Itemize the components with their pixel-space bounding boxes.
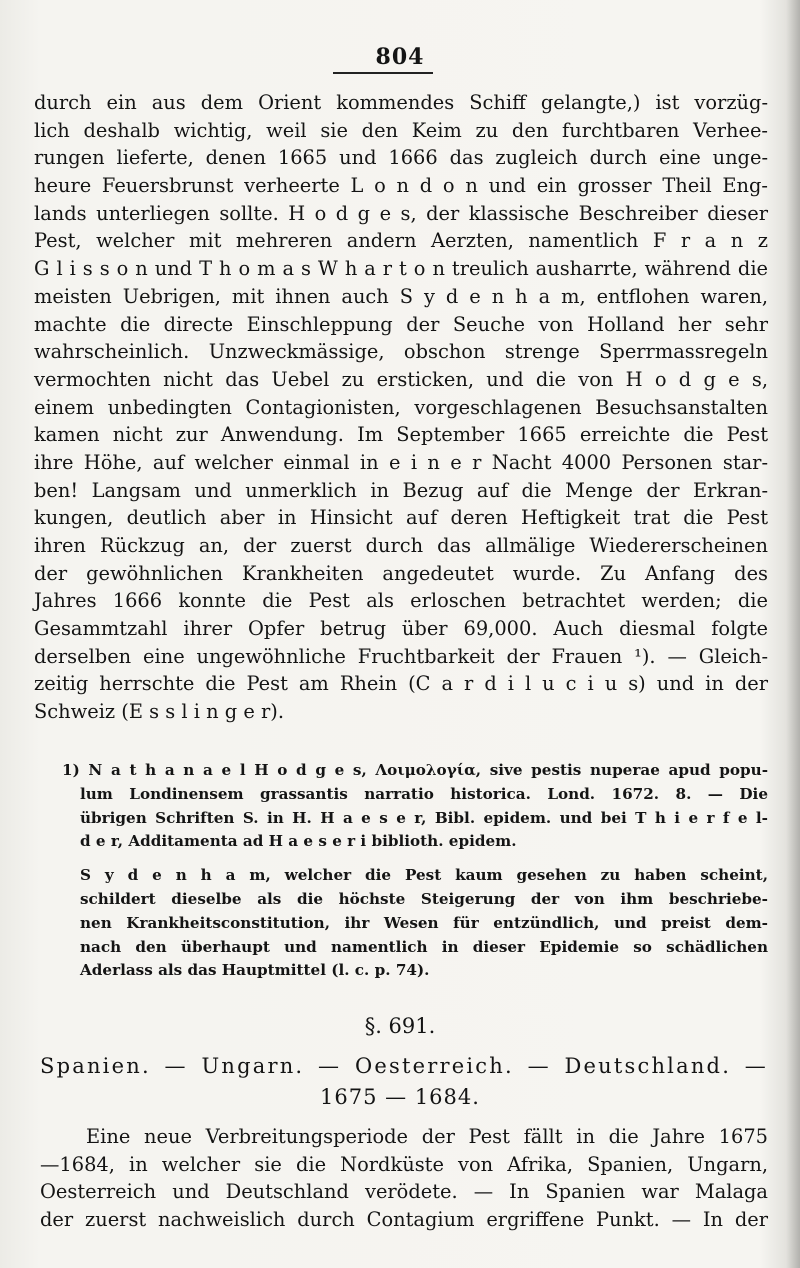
text-line: kamen nicht zur Anwendung. Im September 1665 erreichte die Pest [34, 423, 768, 447]
page-number: 804 [375, 44, 425, 70]
text-line: durch ein aus dem Orient kommendes Schiff gelangte,) ist vorzüg- [34, 91, 768, 114]
text-line: der zuerst nachweislich durch Contagium ergriffene Punkt. — In der [40, 1207, 768, 1231]
text-line: Jahres 1666 konnte die Pest als erloschen betrachtet werden; die [34, 589, 768, 613]
footnotes [40, 759, 768, 983]
section-number: §. 691. [364, 1014, 436, 1038]
text-line: derselben eine ungewöhnliche Fruchtbarkeit der Frauen ¹). — Gleich- [34, 644, 768, 668]
footnote-line: Aderlass als das Hauptmittel (l. c. p. 74). [80, 961, 430, 980]
footnote-line: schildert dieselbe als die höchste Steigerung der von ihm beschriebe- [80, 889, 768, 908]
text-line: der gewöhnlichen Krankheiten angedeutet wurde. Zu Anfang des [34, 561, 768, 585]
text-line: einem unbedingten Contagionisten, vorgeschlagenen Besuchsanstalten [34, 395, 768, 419]
text-line: ihren Rückzug an, der zuerst durch das allmälige Wiedererscheinen [34, 534, 768, 557]
text-line: meisten Uebrigen, mit ihnen auch S y d e n h a m, entflohen waren, [34, 284, 768, 308]
footnote-line: lum Londinensem grassantis narratio historica. Lond. 1672. 8. — Die [80, 784, 768, 803]
text-line: ben! Langsam und unmerklich in Bezug auf die Menge der Erkran- [34, 478, 768, 502]
section-paragraph [40, 1123, 768, 1233]
text-line: machte die directe Einschleppung der Seuche von Holland her sehr [34, 312, 768, 336]
text-line: Gesammtzahl ihrer Opfer betrug über 69,000. Auch diesmal folgte [34, 617, 768, 641]
text-line: kungen, deutlich aber in Hinsicht auf deren Heftigkeit trat die Pest [34, 506, 768, 530]
page-edge-shadow [786, 0, 800, 1268]
footnote-line: 1) N a t h a n a e l H o d g e s, Λοιμολογία, sive pestis nuperae apud popu- [62, 761, 768, 779]
footnote-line: S y d e n h a m, welcher die Pest kaum gesehen zu haben scheint, [80, 866, 768, 885]
text-line: zeitig herrschte die Pest am Rhein (C a r d i l u c i u s) und in der [34, 672, 768, 696]
footnote-line: d e r, Additamenta ad H a e s e r i biblioth. epidem. [80, 832, 517, 851]
text-line: G l i s s o n und T h o m a s W h a r t o n treulich ausharrte, während die [34, 257, 768, 281]
text-line: lands unterliegen sollte. H o d g e s, der klassische Beschreiber dieser [34, 201, 768, 225]
text-line: ihre Höhe, auf welcher einmal in e i n e r Nacht 4000 Personen star- [34, 450, 768, 474]
text-line: rungen lieferte, denen 1665 und 1666 das zugleich durch eine unge- [34, 146, 768, 170]
text-line: wahrscheinlich. Unzweckmässige, obschon strenge Sperrmassregeln [34, 340, 768, 364]
section-title: Spanien. — Ungarn. — Oesterreich. — Deutschland. — [40, 1054, 768, 1078]
text-line: Pest, welcher mit mehreren andern Aerzten, namentlich F r a n z [34, 229, 768, 253]
page-number-rule [333, 72, 433, 74]
footnote-line: übrigen Schriften S. in H. H a e s e r, Bibl. epidem. und bei T h i e r f e l- [80, 808, 768, 827]
text-line: heure Feuersbrunst verheerte L o n d o n und ein grosser Theil Eng- [34, 174, 768, 198]
section-years: 1675 — 1684. [320, 1085, 480, 1109]
text-line: Oesterreich und Deutschland verödete. — In Spanien war Malaga [40, 1180, 768, 1204]
main-paragraph [34, 89, 768, 726]
text-line: lich deshalb wichtig, weil sie den Keim zu den furchtbaren Verhee- [34, 118, 768, 142]
text-line: Schweiz (E s s l i n g e r). [34, 700, 284, 724]
footnote-line: nach den überhaupt und namentlich in dieser Epidemie so schädlichen [80, 937, 768, 956]
text-line: vermochten nicht das Uebel zu ersticken, und die von H o d g e s, [34, 367, 768, 391]
footnote-gap [40, 854, 768, 864]
text-line: —1684, in welcher sie die Nordküste von Afrika, Spanien, Ungarn, [40, 1152, 768, 1176]
text-line: Eine neue Verbreitungsperiode der Pest fällt in die Jahre 1675 [86, 1125, 768, 1148]
footnote-line: nen Krankheitsconstitution, ihr Wesen für entzündlich, und preist dem- [80, 913, 768, 932]
